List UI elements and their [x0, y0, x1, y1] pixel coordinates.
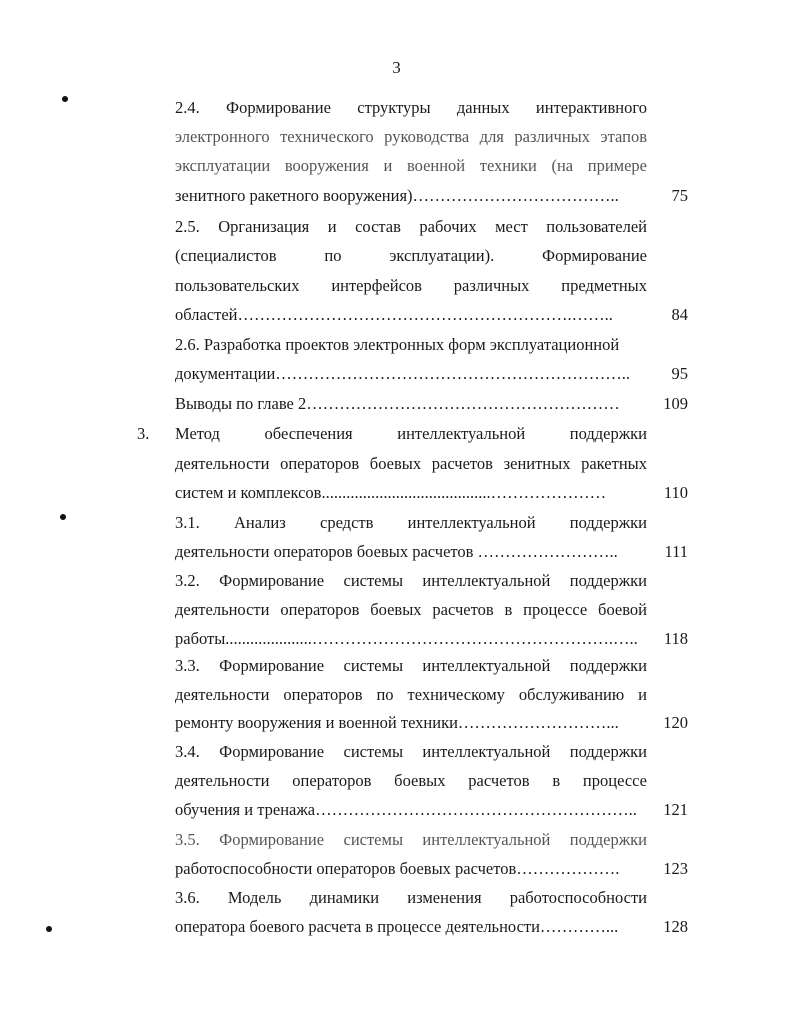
toc-entry-line: электронного технического руководства для различных этапов: [175, 127, 647, 146]
toc-entry-line: 2.4. Формирование структуры данных интерактивного: [175, 98, 647, 117]
toc-page-number: 75: [671, 186, 688, 205]
toc-page-number: 118: [663, 629, 688, 648]
toc-page-number: 109: [663, 394, 688, 413]
toc-page-number: 110: [663, 483, 688, 502]
toc-page-number: 120: [663, 713, 688, 732]
toc-entry-line: 2.6. Разработка проектов электронных форм эксплуатационной: [175, 335, 620, 354]
toc-entry-line: оператора боевого расчета в процессе деятельности…………...: [175, 917, 619, 936]
toc-page-number: 111: [664, 542, 688, 561]
toc-entry-line: систем и комплексов.........................................…………………: [175, 483, 607, 502]
toc-page-number: 123: [663, 859, 688, 878]
toc-chapter-title: Метод обеспечения интеллектуальной поддержки: [175, 424, 647, 443]
toc-entry-line: деятельности операторов боевых расчетов зенитных ракетных: [175, 454, 647, 473]
toc-entry-line: деятельности операторов боевых расчетов в процессе: [175, 771, 647, 790]
toc-entry-line: 3.5. Формирование системы интеллектуальной поддержки: [175, 830, 647, 849]
toc-entry-line: документации………………………………………………………..: [175, 364, 631, 383]
toc-entry-line: 3.3. Формирование системы интеллектуальной поддержки: [175, 656, 647, 675]
binder-hole-mark: [62, 96, 68, 102]
binder-hole-mark: [60, 514, 66, 520]
toc-entry-line: 3.2. Формирование системы интеллектуальной поддержки: [175, 571, 647, 590]
toc-entry-line: 3.4. Формирование системы интеллектуальной поддержки: [175, 742, 647, 761]
toc-page-number: 95: [671, 364, 688, 383]
toc-page-number: 121: [663, 800, 688, 819]
toc-entry-line: ремонту вооружения и военной техники………………………...: [175, 713, 619, 732]
toc-page-number: 128: [663, 917, 688, 936]
toc-entry-line: (специалистов по эксплуатации). Формирование: [175, 246, 647, 265]
toc-entry-line: 3.6. Модель динамики изменения работоспособности: [175, 888, 647, 907]
toc-entry-line: областей…………………………………………………….……..: [175, 305, 613, 324]
toc-entry-line: Выводы по главе 2…………………………………………………: [175, 394, 620, 413]
toc-entry-line: работоспособности операторов боевых расчетов……………….: [175, 859, 620, 878]
toc-entry-line: деятельности операторов по техническому обслуживанию и: [175, 685, 647, 704]
toc-entry-line: зенитного ракетного вооружения)………………………………..: [175, 186, 619, 205]
toc-entry-line: эксплуатации вооружения и военной техники (на примере: [175, 156, 647, 175]
toc-entry-line: пользовательских интерфейсов различных предметных: [175, 276, 647, 295]
binder-hole-mark: [46, 926, 52, 932]
chapter-number: 3.: [137, 424, 150, 443]
toc-entry-line: 3.1. Анализ средств интеллектуальной поддержки: [175, 513, 647, 532]
toc-entry-line: обучения и тренажа…………………………………………………..: [175, 800, 637, 819]
toc-page-number: 84: [671, 305, 688, 324]
page-number: 3: [392, 58, 401, 77]
toc-entry-line: деятельности операторов боевых расчетов ……………………..: [175, 542, 618, 561]
toc-entry-line: деятельности операторов боевых расчетов в процессе боевой: [175, 600, 647, 619]
toc-entry-line: работы.....................……………………………………………….…..: [175, 629, 638, 648]
toc-entry-line: 2.5. Организация и состав рабочих мест пользователей: [175, 217, 647, 236]
